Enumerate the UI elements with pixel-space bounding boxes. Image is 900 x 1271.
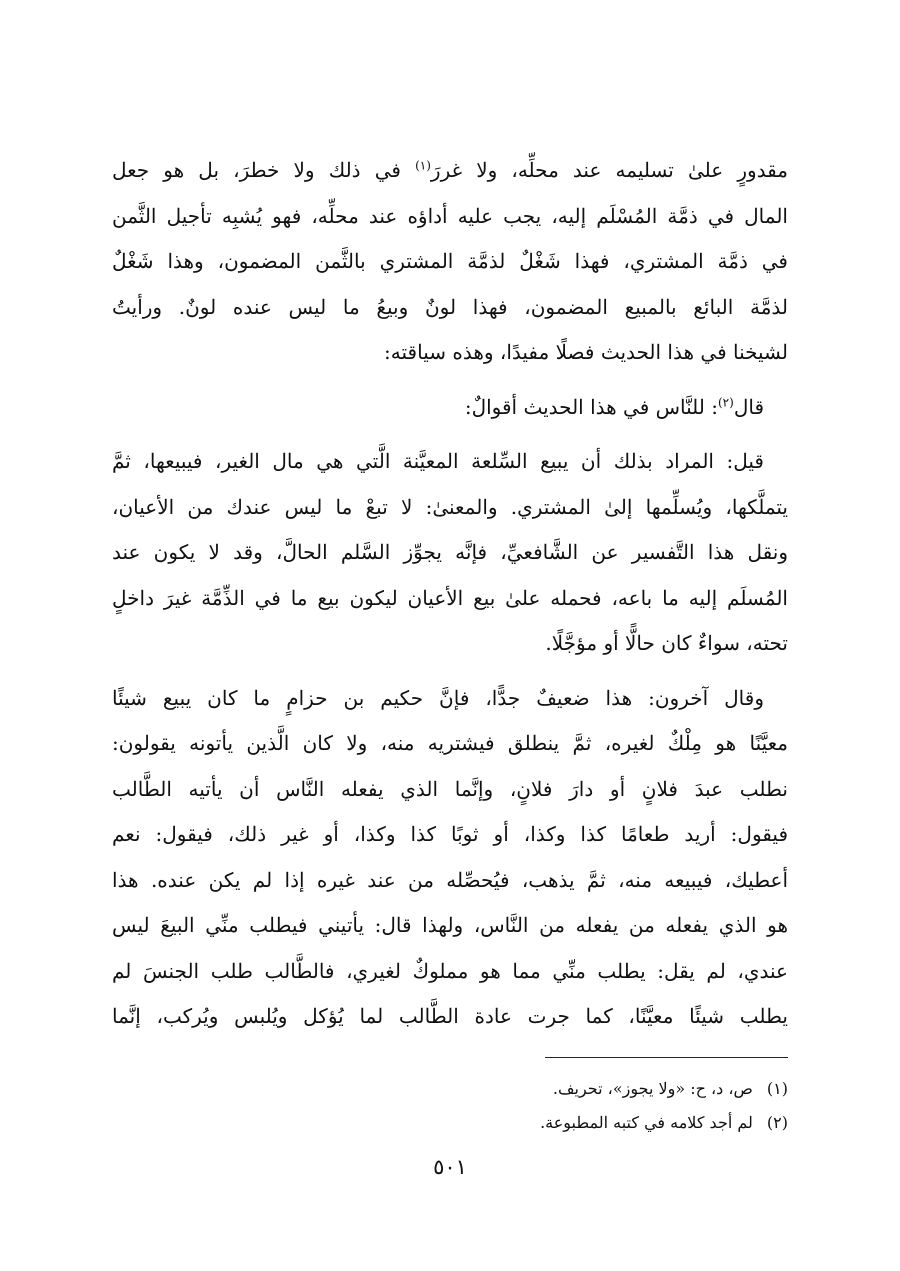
text-line: فيقول: أريد طعامًا كذا وكذا، أو ثوبًا كذا وكذا، أو غير ذلك، فيقول: نعم bbox=[112, 822, 788, 846]
paragraph-4 bbox=[112, 676, 788, 1040]
footnote-2 bbox=[112, 1106, 788, 1140]
text-line: المال في ذمَّة المُسْلَم إليه، يجب عليه أداؤه عند محلِّه، فهو يُشبِه تأجيل الثَّمن bbox=[112, 203, 788, 228]
text-line: لشيخنا في هذا الحديث فصلًا مفيدًا، وهذه سياقته: bbox=[384, 340, 788, 364]
text-line: لذمَّة البائع بالمبيع المضمون، فهذا لونٌ وبيعُ ما ليس عنده لونٌ. ورأيتُ bbox=[112, 294, 788, 319]
footnote-text: ص، د، ح: «ولا يجوز»، تحريف. bbox=[552, 1079, 753, 1098]
text-line: قال$^{(٢)}$: للنَّاس في هذا الحديث أقوالٌ: bbox=[464, 394, 764, 419]
text-line: معيَّنًا هو مِلْكٌ لغيره، ثمَّ ينطلق فيشتريه منه، ولا كان الَّذين يأتونه يقولون: bbox=[112, 731, 788, 755]
paragraph-1 bbox=[112, 148, 788, 376]
text-line: نطلب عبدَ فلانٍ أو دارَ فلانٍ، وإنَّما الذي يفعله النَّاس أن يأتيه الطَّالب bbox=[112, 776, 788, 801]
footnote-1 bbox=[112, 1072, 788, 1106]
text-line: في ذمَّة المشتري، فهذا شَغْلٌ لذمَّة المشتري بالثَّمن المضمون، وهذا شَغْلٌ bbox=[112, 249, 788, 273]
footnote-number: (٢) bbox=[766, 1113, 788, 1132]
text-line: عندي، لم يقل: يطلب منِّي مما هو مملوكٌ لغيري، فالطَّالب طلب الجنسَ لم bbox=[112, 958, 788, 983]
footnote-ref-1[interactable]: (١) bbox=[415, 158, 431, 173]
paragraph-2 bbox=[112, 385, 788, 431]
text-line: يتملَّكها، ويُسلِّمها إلىٰ المشتري. والمعنىٰ: لا تبعْ ما ليس عندك من الأعيان، bbox=[112, 494, 788, 519]
footnote-number: (١) bbox=[766, 1079, 788, 1098]
page-number: ٥٠١ bbox=[433, 1155, 467, 1179]
footnote-divider bbox=[545, 1057, 788, 1058]
text-line: أعطيك، فيبيعه منه، ثمَّ يذهب، فيُحصِّله من عند غيره إذا لم يكن عنده. هذا bbox=[112, 867, 788, 892]
text-line: قيل: المراد بذلك أن يبيع السِّلعة المعيَّنة الَّتي هي مال الغير، فيبيعها، ثمَّ bbox=[112, 449, 764, 473]
footnotes bbox=[112, 1072, 788, 1140]
paragraph-3 bbox=[112, 439, 788, 667]
text-line: ونقل هذا التَّفسير عن الشَّافعيِّ، فإنَّه يجوِّز السَّلم الحالَّ، وقد لا يكون عند bbox=[112, 540, 788, 564]
main-text bbox=[112, 148, 788, 1049]
text-line: مقدورٍ علىٰ تسليمه عند محلِّه، ولا غررَ$^{(١)}$ في ذلك ولا خطرَ، بل هو جعل bbox=[112, 158, 789, 182]
text-line: المُسلَم إليه ما باعه، فحمله علىٰ بيع الأعيان ليكون بيع ما في الذِّمَّة غيرَ داخلٍ bbox=[112, 585, 788, 610]
text-line: هو الذي يفعله من يفعله من النَّاس، ولهذا قال: يأتيني فيطلب منِّي البيعَ ليس bbox=[112, 913, 788, 937]
text-line: وقال آخرون: هذا ضعيفٌ جدًّا، فإنَّ حكيم بن حزامٍ ما كان يبيع شيئًا bbox=[112, 685, 764, 710]
footnote-text: لم أجد كلامه في كتبه المطبوعة. bbox=[540, 1113, 753, 1132]
text-line: يطلب شيئًا معيَّنًا، كما جرت عادة الطَّالب لما يُؤكل ويُلبس ويُركب، إنَّما bbox=[112, 1004, 788, 1028]
footnote-ref-2[interactable]: (٢) bbox=[717, 394, 734, 409]
text-line: تحته، سواءٌ كان حالًّا أو مؤجَّلًا. bbox=[545, 631, 788, 655]
